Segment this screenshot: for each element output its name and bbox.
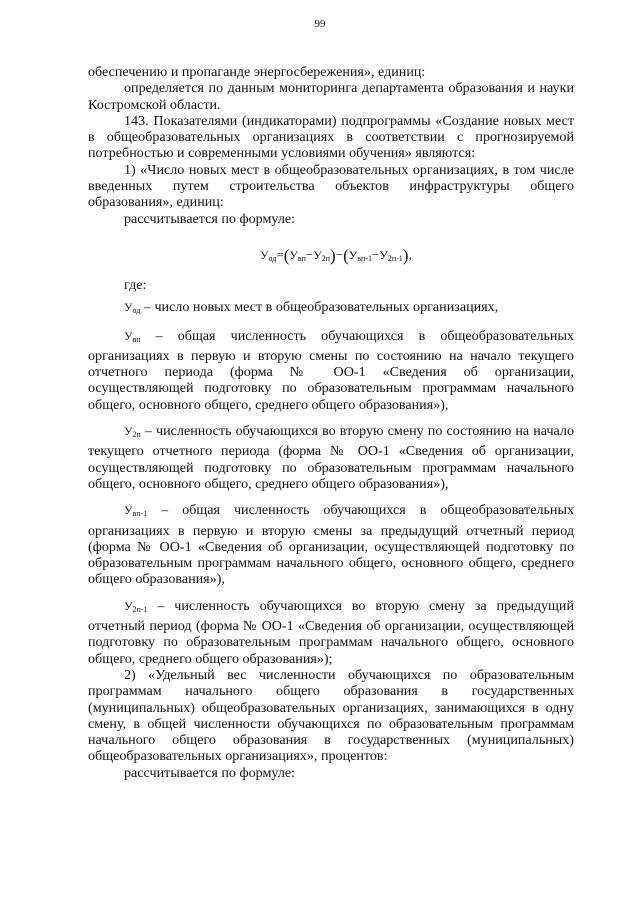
def-sub: 2п-1: [132, 604, 148, 614]
paragraph-143: 143. Показателями (индикаторами) подпрограммы «Создание новых мест в общеобразовательных организациях в соответствии с прогнозируемой потребностью и современными условиями обучения» являются:: [88, 112, 574, 162]
formula-rparen-2: ): [402, 245, 409, 265]
formula-term2-sub: 2п: [321, 253, 331, 263]
paragraph-calc-formula-2: рассчитывается по формуле:: [124, 764, 296, 781]
formula-trailing-comma: ,: [408, 246, 412, 262]
definition-u-od: [88, 299, 574, 319]
formula-term1-var: У: [289, 247, 298, 262]
paragraph-where: где:: [124, 276, 147, 293]
formula-equals: =: [276, 246, 284, 262]
definition-u-2p: [88, 423, 574, 492]
formula-lhs-sub: од: [268, 253, 277, 263]
formula-term2-var: У: [313, 247, 322, 262]
formula-lparen-1: (: [283, 245, 290, 265]
def-text: – численность обучающихся во вторую смену за предыдущий отчетный период (форма № ОО-1 «Сведения об организации, осуществляющей подготовку по образовательным программам начального общего, основного общего, среднего общего образования»);: [88, 597, 574, 667]
formula-rparen-1: ): [330, 245, 336, 265]
formula-block: [88, 233, 574, 271]
page-content: [88, 64, 574, 781]
def-text: – число новых мест в общеобразовательных организациях,: [140, 299, 499, 316]
paragraph-calc-formula-1: рассчитывается по формуле:: [124, 210, 296, 227]
formula-lparen-2: (: [343, 245, 349, 265]
def-var: У: [124, 300, 133, 315]
definition-u-2p-1: [88, 598, 574, 667]
paragraph-intro-line: обеспечению и пропаганде энергосбережения», единиц:: [88, 64, 426, 80]
formula-minus-2: −: [335, 246, 344, 262]
def-sub: од: [132, 306, 141, 316]
paragraph-determined: определяется по данным мониторинга департамента образования и науки Костромской области.: [88, 80, 574, 113]
formula-lhs-var: У: [260, 247, 269, 262]
def-var: У: [124, 328, 133, 343]
def-text: – численность обучающихся во вторую смену по состоянию на начало текущего отчетного периода (форма № ОО-1 «Сведения об организации, осуществляющей подготовку по образовательным программам начального общего, основного общего, среднего общего образования»),: [88, 423, 574, 492]
paragraph-item-2: 2) «Удельный вес численности обучающихся по образовательным программам начального общего образования в государственных (муниципальных) общеобразовательных организациях, занимающихся в одну смену, в общей численности обучающихся по образовательным программам начального общего образования в государственных (муниципальных) общеобразовательных организациях», процентов:: [88, 666, 574, 765]
formula-expression: [260, 247, 412, 267]
formula-term3-sub: вп-1: [357, 253, 372, 263]
def-sub: 2п: [132, 430, 141, 440]
paragraph-item-1: 1) «Число новых мест в общеобразовательных организациях, в том числе введенных путем строительства объектов инфраструктуры общего образования», единиц:: [88, 161, 574, 211]
def-var: У: [124, 503, 133, 518]
formula-minus-3: −: [371, 246, 380, 262]
page-number: 99: [314, 18, 326, 30]
def-var: У: [124, 424, 133, 439]
def-text: – общая численность обучающихся в общеобразовательных организациях в первую и вторую смены за предыдущий отчетный период (форма № ОО-1 «Сведения об организации, осуществляющей подготовку по образовательным программам начального общего, основного общего, среднего общего образования»),: [88, 502, 574, 588]
def-text: – общая численность обучающихся в общеобразовательных организациях в первую и вторую смены по состоянию на начало текущего отчетного периода (форма № ОО-1 «Сведения об организации, осуществляющей подготовку по образовательным программам начального общего, основного общего, среднего общего образования»),: [88, 327, 574, 413]
formula-term4-sub: 2п-1: [387, 253, 403, 263]
def-sub: вп: [132, 334, 141, 344]
def-var: У: [124, 598, 133, 613]
formula-term4-var: У: [379, 247, 388, 262]
formula-term1-sub: вп: [297, 253, 306, 263]
definition-u-vp-1: [88, 502, 574, 587]
definition-u-vp: [88, 328, 574, 413]
def-sub: вп-1: [132, 509, 148, 519]
formula-minus-1: −: [305, 246, 314, 262]
formula-term3-var: У: [348, 247, 358, 262]
